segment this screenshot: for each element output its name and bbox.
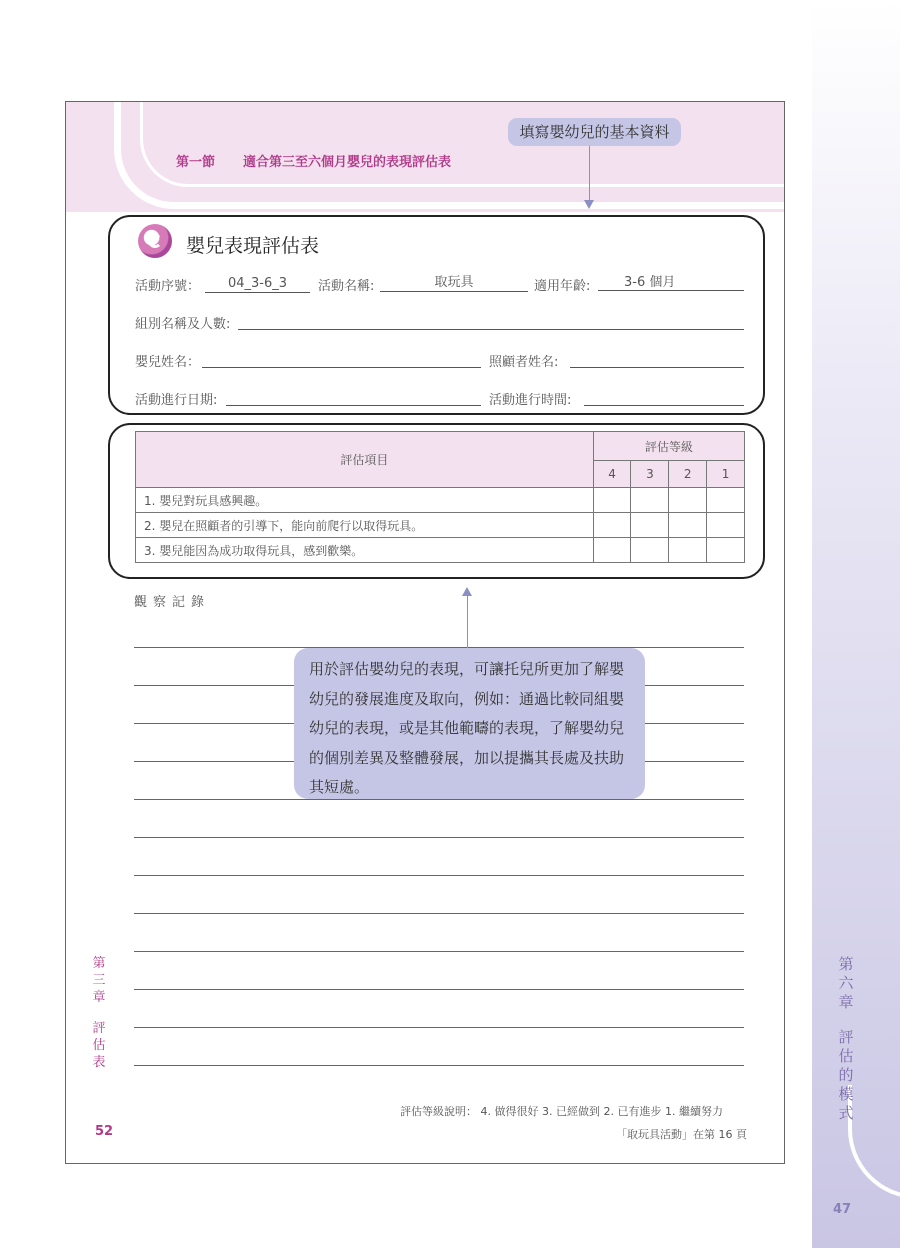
time-field[interactable]	[584, 388, 744, 406]
callout-arrow-line	[589, 146, 590, 201]
observation-line[interactable]	[134, 837, 744, 838]
observation-line[interactable]	[134, 913, 744, 914]
callout-evaluation-purpose: 用於評估嬰幼兒的表現，可讓托兒所更加了解嬰幼兒的發展進度及取向，例如：通過比較同組嬰幼兒的表現，或是其他範疇的表現，了解嬰幼兒的個別差異及整體發展，加以提攜其長處及扶助其短處。	[294, 648, 645, 799]
activity-reference: 「取玩具活動」在第 16 頁	[616, 1128, 747, 1141]
header-arc	[140, 101, 785, 187]
grade-3-header: 3	[631, 461, 669, 488]
date-field[interactable]	[226, 388, 481, 406]
grade-1-header: 1	[707, 461, 745, 488]
age-label: 適用年齡:	[534, 279, 591, 294]
observation-line[interactable]	[134, 951, 744, 952]
item-header: 評估項目	[136, 432, 594, 488]
observation-line[interactable]	[134, 989, 744, 990]
observation-line[interactable]	[134, 799, 744, 800]
observation-label: 觀察記錄	[134, 595, 211, 610]
group-label: 組別名稱及人數:	[135, 317, 231, 332]
grade-cell[interactable]	[593, 513, 631, 538]
grade-header: 評估等級	[593, 432, 744, 461]
activity-no-label: 活動序號：	[135, 279, 201, 294]
grade-cell[interactable]	[593, 488, 631, 513]
left-chapter-label: 第 三 章 評 估 表	[92, 956, 106, 1070]
activity-no-field[interactable]: 04_3-6_3	[205, 275, 310, 293]
grade-legend: 評估等級說明： 4. 做得很好 3. 已經做到 2. 已有進步 1. 繼續努力	[400, 1105, 723, 1118]
observation-line[interactable]	[134, 1027, 744, 1028]
section-number: 第一節	[176, 155, 216, 170]
grade-cell[interactable]	[707, 538, 745, 563]
section-title	[176, 151, 451, 170]
evaluation-table	[135, 431, 745, 563]
page-number: 47	[833, 1202, 852, 1217]
callout-basic-info: 填寫嬰幼兒的基本資料	[508, 118, 681, 146]
observation-line[interactable]	[134, 875, 744, 876]
grade-cell[interactable]	[669, 488, 707, 513]
activity-name-field[interactable]: 取玩具	[380, 274, 528, 292]
grade-cell[interactable]	[631, 488, 669, 513]
assessment-item: 2. 嬰兒在照顧者的引導下，能向前爬行以取得玩具。	[136, 513, 594, 538]
observation-line[interactable]	[134, 1065, 744, 1066]
activity-name-label: 活動名稱:	[318, 279, 375, 294]
child-name-label: 嬰兒姓名：	[135, 355, 201, 370]
table-row	[136, 538, 745, 563]
table-row	[136, 513, 745, 538]
grade-cell[interactable]	[707, 488, 745, 513]
table-row	[136, 488, 745, 513]
arrow-down-icon	[584, 200, 594, 209]
assessment-item: 1. 嬰兒對玩具感興趣。	[136, 488, 594, 513]
grade-2-header: 2	[669, 461, 707, 488]
child-name-field[interactable]	[202, 350, 481, 368]
assessment-item: 3. 嬰兒能因為成功取得玩具，感到歡樂。	[136, 538, 594, 563]
carer-name-field[interactable]	[570, 350, 744, 368]
grade-cell[interactable]	[593, 538, 631, 563]
grade-cell[interactable]	[669, 538, 707, 563]
group-field[interactable]	[238, 312, 744, 330]
grade-cell[interactable]	[669, 513, 707, 538]
age-field[interactable]: 3-6 個月	[598, 274, 744, 291]
side-chapter-label: 第 六 章 評 估 的 模 式	[838, 955, 854, 1122]
grade-cell[interactable]	[631, 513, 669, 538]
logo-swirl	[148, 234, 162, 248]
carer-name-label: 照顧者姓名:	[489, 355, 559, 370]
section-heading: 適合第三至六個月嬰兒的表現評估表	[243, 155, 452, 170]
grade-cell[interactable]	[631, 538, 669, 563]
grade-4-header: 4	[593, 461, 631, 488]
callout-arrow-line	[467, 596, 468, 648]
date-label: 活動進行日期:	[135, 393, 218, 408]
arrow-up-icon	[462, 587, 472, 596]
grade-cell[interactable]	[707, 513, 745, 538]
form-title: 嬰兒表現評估表	[186, 235, 320, 257]
time-label: 活動進行時間:	[489, 393, 572, 408]
inner-page-number: 52	[95, 1124, 114, 1139]
